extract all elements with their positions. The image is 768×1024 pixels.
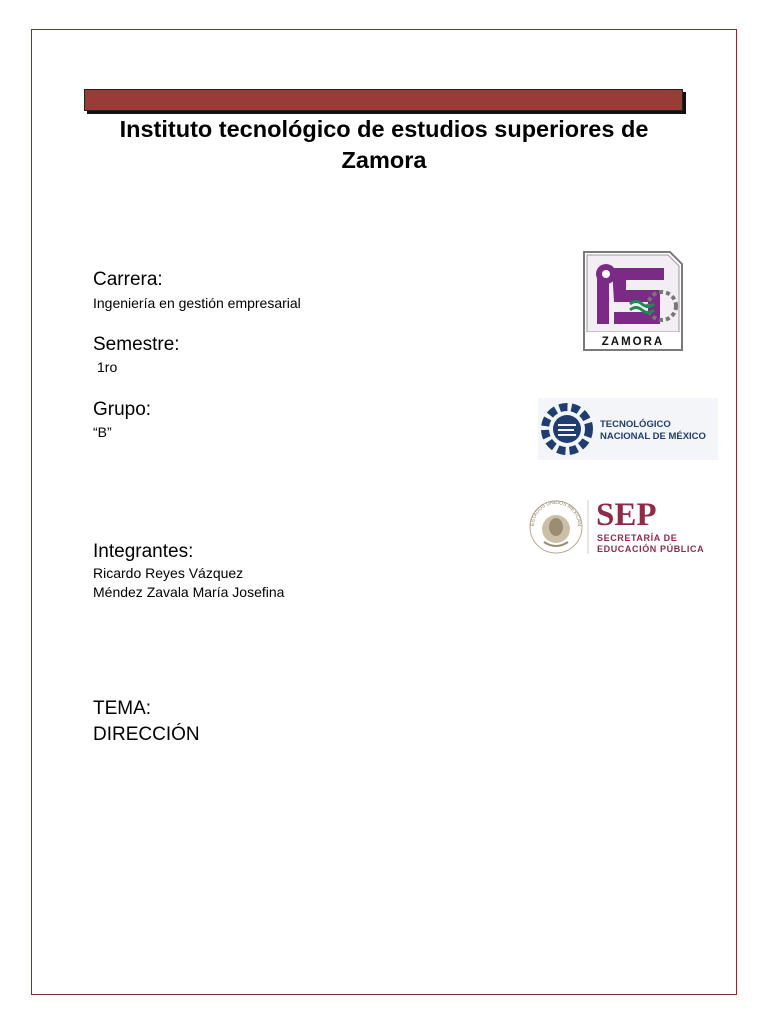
title-line-1: Instituto tecnológico de estudios superiores de bbox=[119, 116, 649, 142]
sep-line-1: SECRETARÍA DE bbox=[597, 533, 678, 543]
sep-line-2: EDUCACIÓN PÚBLICA bbox=[597, 544, 705, 554]
tecnm-line-1: TECNOLÓGICO bbox=[600, 419, 671, 430]
semestre-value: 1ro bbox=[97, 359, 118, 375]
grupo-value: “B” bbox=[93, 424, 112, 440]
carrera-value: Ingeniería en gestión empresarial bbox=[93, 295, 301, 311]
tecnm-line-2: NACIONAL DE MÉXICO bbox=[600, 431, 706, 442]
tema-value: DIRECCIÓN bbox=[93, 724, 200, 745]
header-banner bbox=[84, 89, 683, 111]
sep-logo-icon bbox=[526, 494, 718, 563]
integrante-2: Méndez Zavala María Josefina bbox=[93, 584, 285, 600]
title-line-2: Zamora bbox=[341, 147, 427, 173]
integrantes-label: Integrantes: bbox=[93, 541, 194, 562]
page-title bbox=[84, 114, 684, 176]
grupo-label: Grupo: bbox=[93, 399, 152, 420]
carrera-label: Carrera: bbox=[93, 269, 163, 290]
integrante-1: Ricardo Reyes Vázquez bbox=[93, 565, 244, 581]
tecnm-logo-icon bbox=[538, 398, 718, 465]
sep-name: SEP bbox=[596, 497, 657, 533]
semestre-label: Semestre: bbox=[93, 334, 180, 355]
sep-seal-text: ESTADOS UNIDOS MEXICAN bbox=[529, 499, 583, 527]
itesz-logo-text: ZAMORA bbox=[601, 336, 665, 348]
itesz-logo-icon bbox=[578, 246, 686, 359]
tema-label: TEMA: bbox=[93, 698, 152, 719]
